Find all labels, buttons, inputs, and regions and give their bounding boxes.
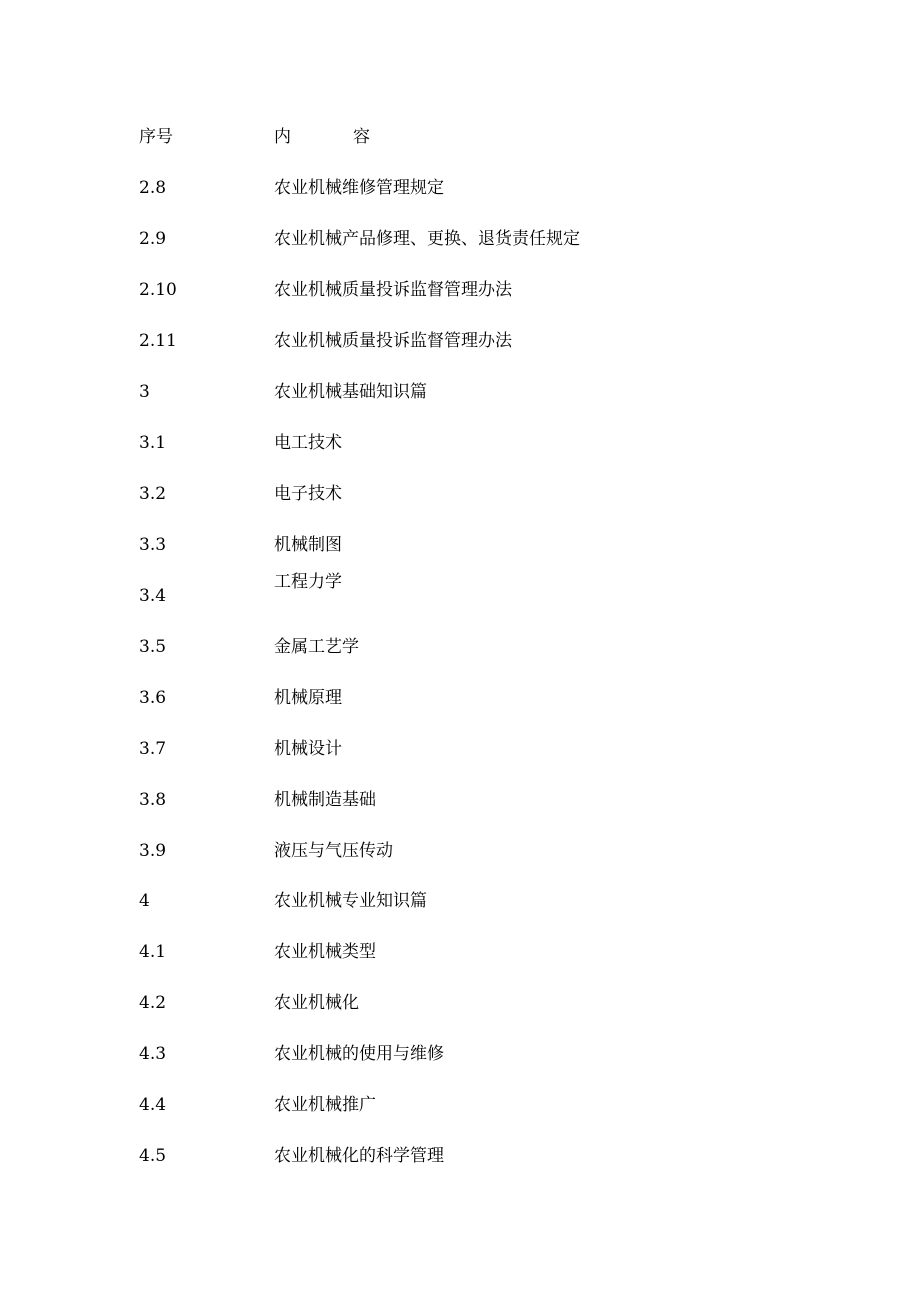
table-row bbox=[139, 785, 779, 815]
table-row bbox=[139, 1141, 779, 1171]
table-row bbox=[139, 988, 779, 1018]
header-number: 序号 bbox=[139, 127, 173, 147]
row-content: 液压与气压传动 bbox=[274, 841, 393, 861]
table-row bbox=[139, 836, 779, 866]
row-number: 3.2 bbox=[139, 484, 167, 504]
row-content: 农业机械专业知识篇 bbox=[274, 891, 427, 911]
row-content: 农业机械化的科学管理 bbox=[274, 1146, 444, 1166]
row-number: 3.4 bbox=[139, 586, 167, 606]
table-row bbox=[139, 937, 779, 967]
table-row bbox=[139, 326, 779, 356]
table-row bbox=[139, 632, 779, 662]
table-row bbox=[139, 1039, 779, 1069]
header-content-second-char: 容 bbox=[353, 127, 370, 147]
row-content: 农业机械质量投诉监督管理办法 bbox=[274, 331, 512, 351]
row-number: 3.1 bbox=[139, 433, 167, 453]
row-number: 3 bbox=[139, 382, 150, 402]
table-row bbox=[139, 886, 779, 916]
row-content: 农业机械基础知识篇 bbox=[274, 382, 427, 402]
row-content: 农业机械产品修理、更换、退货责任规定 bbox=[274, 229, 580, 249]
table-row bbox=[139, 377, 779, 407]
row-number: 4 bbox=[139, 891, 150, 911]
table-row bbox=[139, 224, 779, 254]
row-content: 农业机械推广 bbox=[274, 1095, 376, 1115]
row-content: 工程力学 bbox=[274, 572, 342, 592]
row-number: 2.10 bbox=[139, 280, 177, 300]
row-content: 电子技术 bbox=[274, 484, 342, 504]
row-number: 3.8 bbox=[139, 790, 167, 810]
table-row bbox=[139, 530, 779, 560]
row-content: 机械制图 bbox=[274, 535, 342, 555]
row-number: 3.6 bbox=[139, 688, 167, 708]
row-number: 4.1 bbox=[139, 942, 167, 962]
row-number: 2.9 bbox=[139, 229, 167, 249]
row-number: 3.5 bbox=[139, 637, 167, 657]
table-row bbox=[139, 734, 779, 764]
row-number: 3.9 bbox=[139, 841, 167, 861]
row-content: 金属工艺学 bbox=[274, 637, 359, 657]
row-content: 农业机械质量投诉监督管理办法 bbox=[274, 280, 512, 300]
row-number: 4.2 bbox=[139, 993, 167, 1013]
row-number: 3.7 bbox=[139, 739, 167, 759]
row-content: 农业机械的使用与维修 bbox=[274, 1044, 444, 1064]
table-row bbox=[139, 275, 779, 305]
row-content: 机械设计 bbox=[274, 739, 342, 759]
row-content: 电工技术 bbox=[274, 433, 342, 453]
table-row bbox=[139, 479, 779, 509]
row-content: 机械制造基础 bbox=[274, 790, 376, 810]
table-row bbox=[139, 683, 779, 713]
table-row bbox=[139, 572, 779, 611]
row-number: 3.3 bbox=[139, 535, 167, 555]
table-row bbox=[139, 173, 779, 203]
row-number: 4.3 bbox=[139, 1044, 167, 1064]
row-content: 农业机械化 bbox=[274, 993, 359, 1013]
row-content: 农业机械维修管理规定 bbox=[274, 178, 444, 198]
header-content bbox=[274, 122, 370, 152]
row-number: 4.4 bbox=[139, 1095, 167, 1115]
table-row bbox=[139, 428, 779, 458]
row-number: 2.8 bbox=[139, 178, 167, 198]
table-row bbox=[139, 1090, 779, 1120]
header-content-first-char: 内 bbox=[274, 127, 291, 147]
table-header bbox=[139, 122, 779, 152]
row-content: 机械原理 bbox=[274, 688, 342, 708]
row-number: 4.5 bbox=[139, 1146, 167, 1166]
row-content: 农业机械类型 bbox=[274, 942, 376, 962]
row-number: 2.11 bbox=[139, 331, 177, 351]
